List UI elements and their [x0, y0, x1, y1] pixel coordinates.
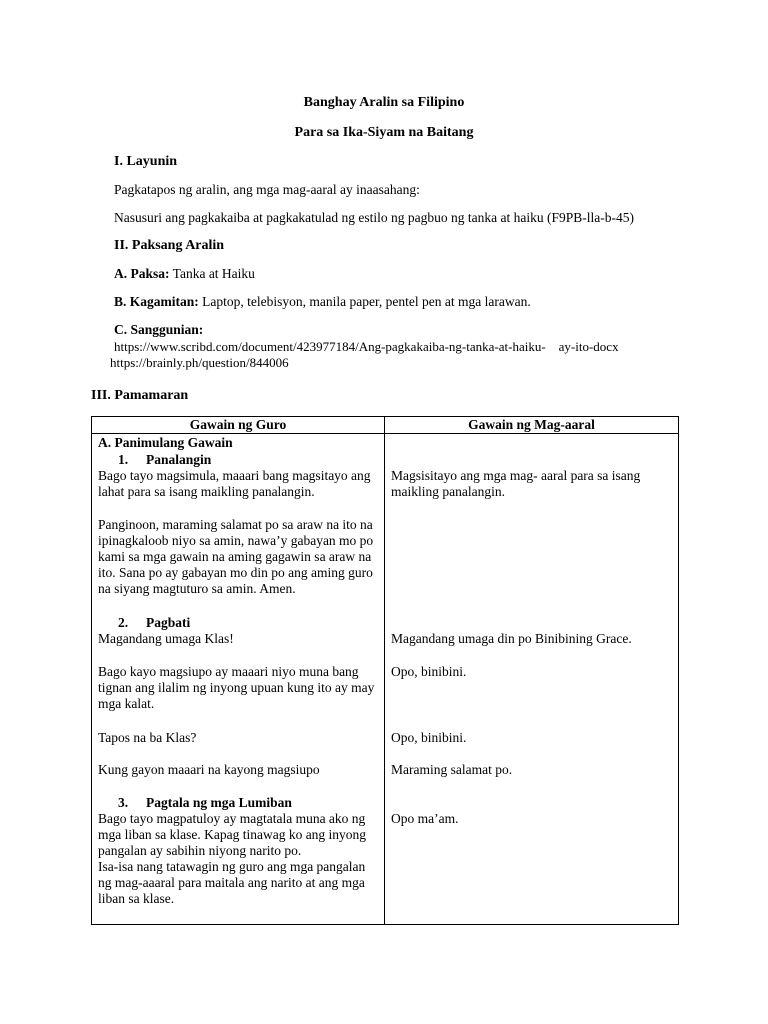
step-title: Panalangin	[146, 452, 212, 467]
magaaral-cell	[385, 434, 679, 925]
document-title: Banghay Aralin sa Filipino	[303, 95, 465, 110]
guro-attendance-intro: Bago tayo magpatuloy ay magtatala muna ako ng mga liban sa klase. Kapag tinawag ko ang inyong pangalan ay sabihin niyong narito po.	[98, 811, 367, 858]
column-header-guro: Gawain ng Guro	[92, 417, 385, 434]
paksa-line	[114, 266, 255, 282]
magaaral-done-response: Opo, binibini.	[391, 730, 467, 745]
kagamitan-line	[114, 294, 531, 310]
guro-greeting: Magandang umaga Klas!	[98, 631, 234, 646]
part-a-heading: A. Panimulang Gawain	[98, 435, 233, 450]
guro-check-chairs: Bago kayo magsiupo ay maaari niyo muna bang tignan ang ilalim ng inyong upuan kung ito ay may mga kalat.	[98, 664, 375, 711]
guro-prayer-text: Panginoon, maraming salamat po sa araw na ito na ipinagkaloob niyo sa amin, nawa’y gabayan mo po kami sa mga gawain na aming gagawin sa araw na ito. Sana po ay gabayan mo din po ang aming guro na siyang magtuturo sa amin. Amen.	[98, 517, 374, 596]
step-number: 3.	[118, 795, 129, 810]
table-header-row	[92, 417, 679, 434]
guro-prayer-invitation: Bago tayo magsimula, maaari bang magsitayo ang lahat para sa isang maikling panalangin.	[98, 468, 371, 499]
magaaral-prayer-response: Magsisitayo ang mga mag- aaral para sa isang maikling panalangin.	[391, 468, 641, 499]
document-subtitle: Para sa Ika-Siyam na Baitang	[294, 125, 474, 140]
column-header-magaaral: Gawain ng Mag-aaral	[385, 417, 679, 434]
lesson-procedure-table	[91, 416, 679, 925]
guro-ask-done: Tapos na ba Klas?	[98, 730, 197, 745]
paksa-value: Tanka at Haiku	[172, 266, 255, 281]
reference-link-scribd[interactable]: https://www.scribd.com/document/423977184/Ang-pagkakaiba-ng-tanka-at-haiku- ay-ito-docx	[114, 339, 619, 354]
magaaral-thanks-response: Maraming salamat po.	[391, 762, 513, 777]
step-number: 1.	[118, 452, 129, 467]
step-lumiban-heading	[98, 795, 380, 811]
section-pamamaran-heading: III. Pamamaran	[91, 388, 189, 403]
step-title: Pagtala ng mga Lumiban	[146, 795, 292, 810]
table-row	[92, 434, 679, 925]
magaaral-greeting-response: Magandang umaga din po Binibining Grace.	[391, 631, 632, 646]
sanggunian-label: C. Sanggunian:	[114, 322, 204, 337]
section-paksang-aralin-heading: II. Paksang Aralin	[114, 238, 225, 253]
step-pagbati-heading	[98, 615, 380, 631]
guro-sit-down: Kung gayon maaari na kayong magsiupo	[98, 762, 320, 777]
layunin-intro: Pagkatapos ng aralin, ang mga mag-aaral ay inaasahang:	[114, 182, 420, 197]
step-title: Pagbati	[146, 615, 191, 630]
paksa-label: A. Paksa:	[114, 266, 170, 281]
step-number: 2.	[118, 615, 129, 630]
layunin-objective: Nasusuri ang pagkakaiba at pagkakatulad ng estilo ng pagbuo ng tanka at haiku (F9PB-lla-b-45)	[114, 210, 634, 225]
kagamitan-value: Laptop, telebisyon, manila paper, pentel pen at mga larawan.	[202, 294, 531, 309]
reference-link-brainly[interactable]: https://brainly.ph/question/844006	[110, 355, 289, 370]
magaaral-attendance-response: Opo ma’am.	[391, 811, 459, 826]
guro-cell	[92, 434, 385, 925]
magaaral-chairs-response: Opo, binibini.	[391, 664, 467, 679]
guro-attendance-note: Isa-isa nang tatawagin ng guro ang mga pangalan ng mag-aaaral para maitala ang narito at ang mga liban sa klase.	[98, 859, 366, 906]
kagamitan-label: B. Kagamitan:	[114, 294, 199, 309]
section-layunin-heading: I. Layunin	[114, 154, 178, 169]
step-panalangin-heading	[98, 452, 380, 468]
